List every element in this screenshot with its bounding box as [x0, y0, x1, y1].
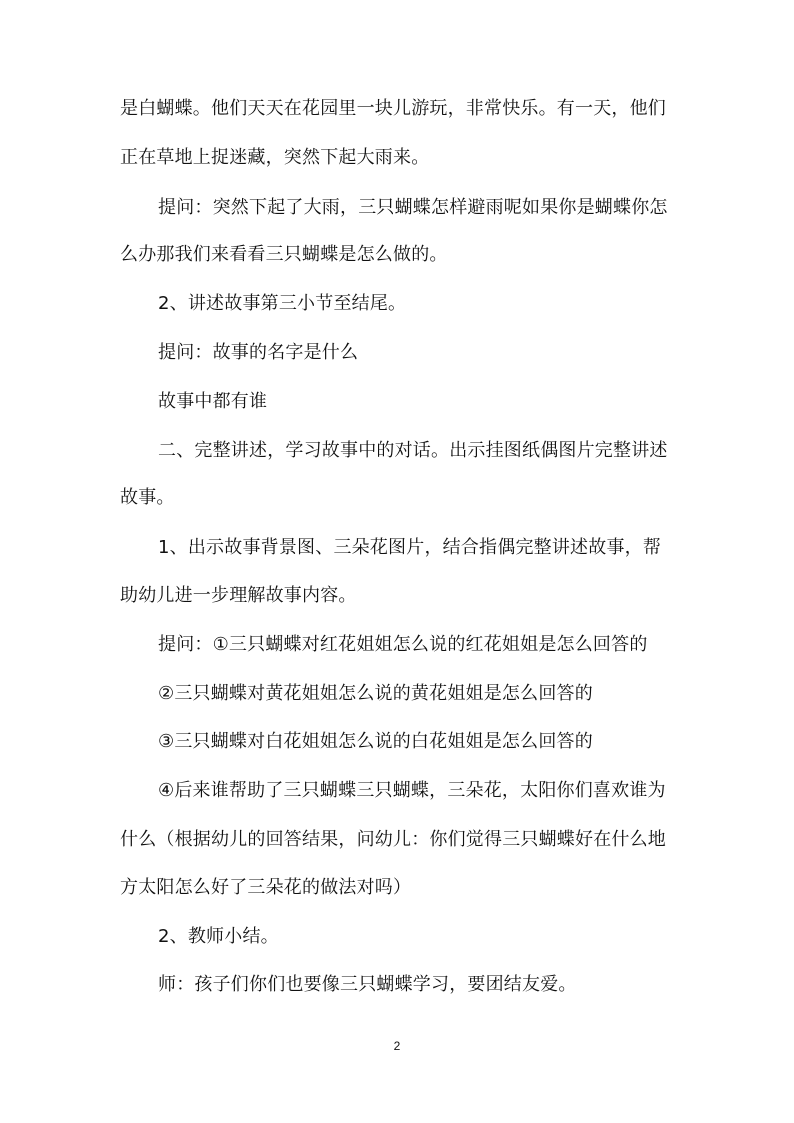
paragraph-line: ④后来谁帮助了三只蝴蝶三只蝴蝶，三朵花，太阳你们喜欢谁为 [158, 780, 666, 801]
paragraph-line: 2、讲述故事第三小节至结尾。 [158, 293, 407, 314]
paragraph-line: 么办那我们来看看三只蝴蝶是怎么做的。 [120, 244, 448, 265]
paragraph-line: 助幼儿进一步理解故事内容。 [120, 585, 357, 606]
paragraph-line: 方太阳怎么好了三朵花的做法对吗） [120, 877, 412, 898]
paragraph-line: 正在草地上捉迷藏，突然下起大雨来。 [120, 147, 430, 168]
paragraph-line: 故事。 [120, 487, 175, 508]
paragraph-line: 1、出示故事背景图、三朵花图片，结合指偶完整讲述故事，帮 [158, 537, 662, 558]
paragraph-line: 二、完整讲述，学习故事中的对话。出示挂图纸偶图片完整讲述 [158, 440, 668, 461]
page-number: 2 [393, 1039, 401, 1053]
paragraph-line: ③三只蝴蝶对白花姐姐怎么说的白花姐姐是怎么回答的 [158, 731, 593, 752]
paragraph-line: ②三只蝴蝶对黄花姐姐怎么说的黄花姐姐是怎么回答的 [158, 683, 593, 704]
paragraph-line: 什么（根据幼儿的回答结果，问幼儿：你们觉得三只蝴蝶好在什么地 [120, 829, 666, 850]
paragraph-line: 提问：①三只蝴蝶对红花姐姐怎么说的红花姐姐是怎么回答的 [158, 634, 648, 655]
paragraph-line: 师：孩子们你们也要像三只蝴蝶学习，要团结友爱。 [158, 974, 577, 995]
paragraph-line: 是白蝴蝶。他们天天在花园里一块儿游玩，非常快乐。有一天，他们 [120, 98, 666, 119]
paragraph-line: 提问：故事的名字是什么 [158, 342, 359, 363]
paragraph-line: 提问：突然下起了大雨，三只蝴蝶怎样避雨呢如果你是蝴蝶你怎 [158, 197, 668, 218]
paragraph-line: 2、教师小结。 [158, 926, 279, 947]
paragraph-line: 故事中都有谁 [158, 391, 268, 412]
